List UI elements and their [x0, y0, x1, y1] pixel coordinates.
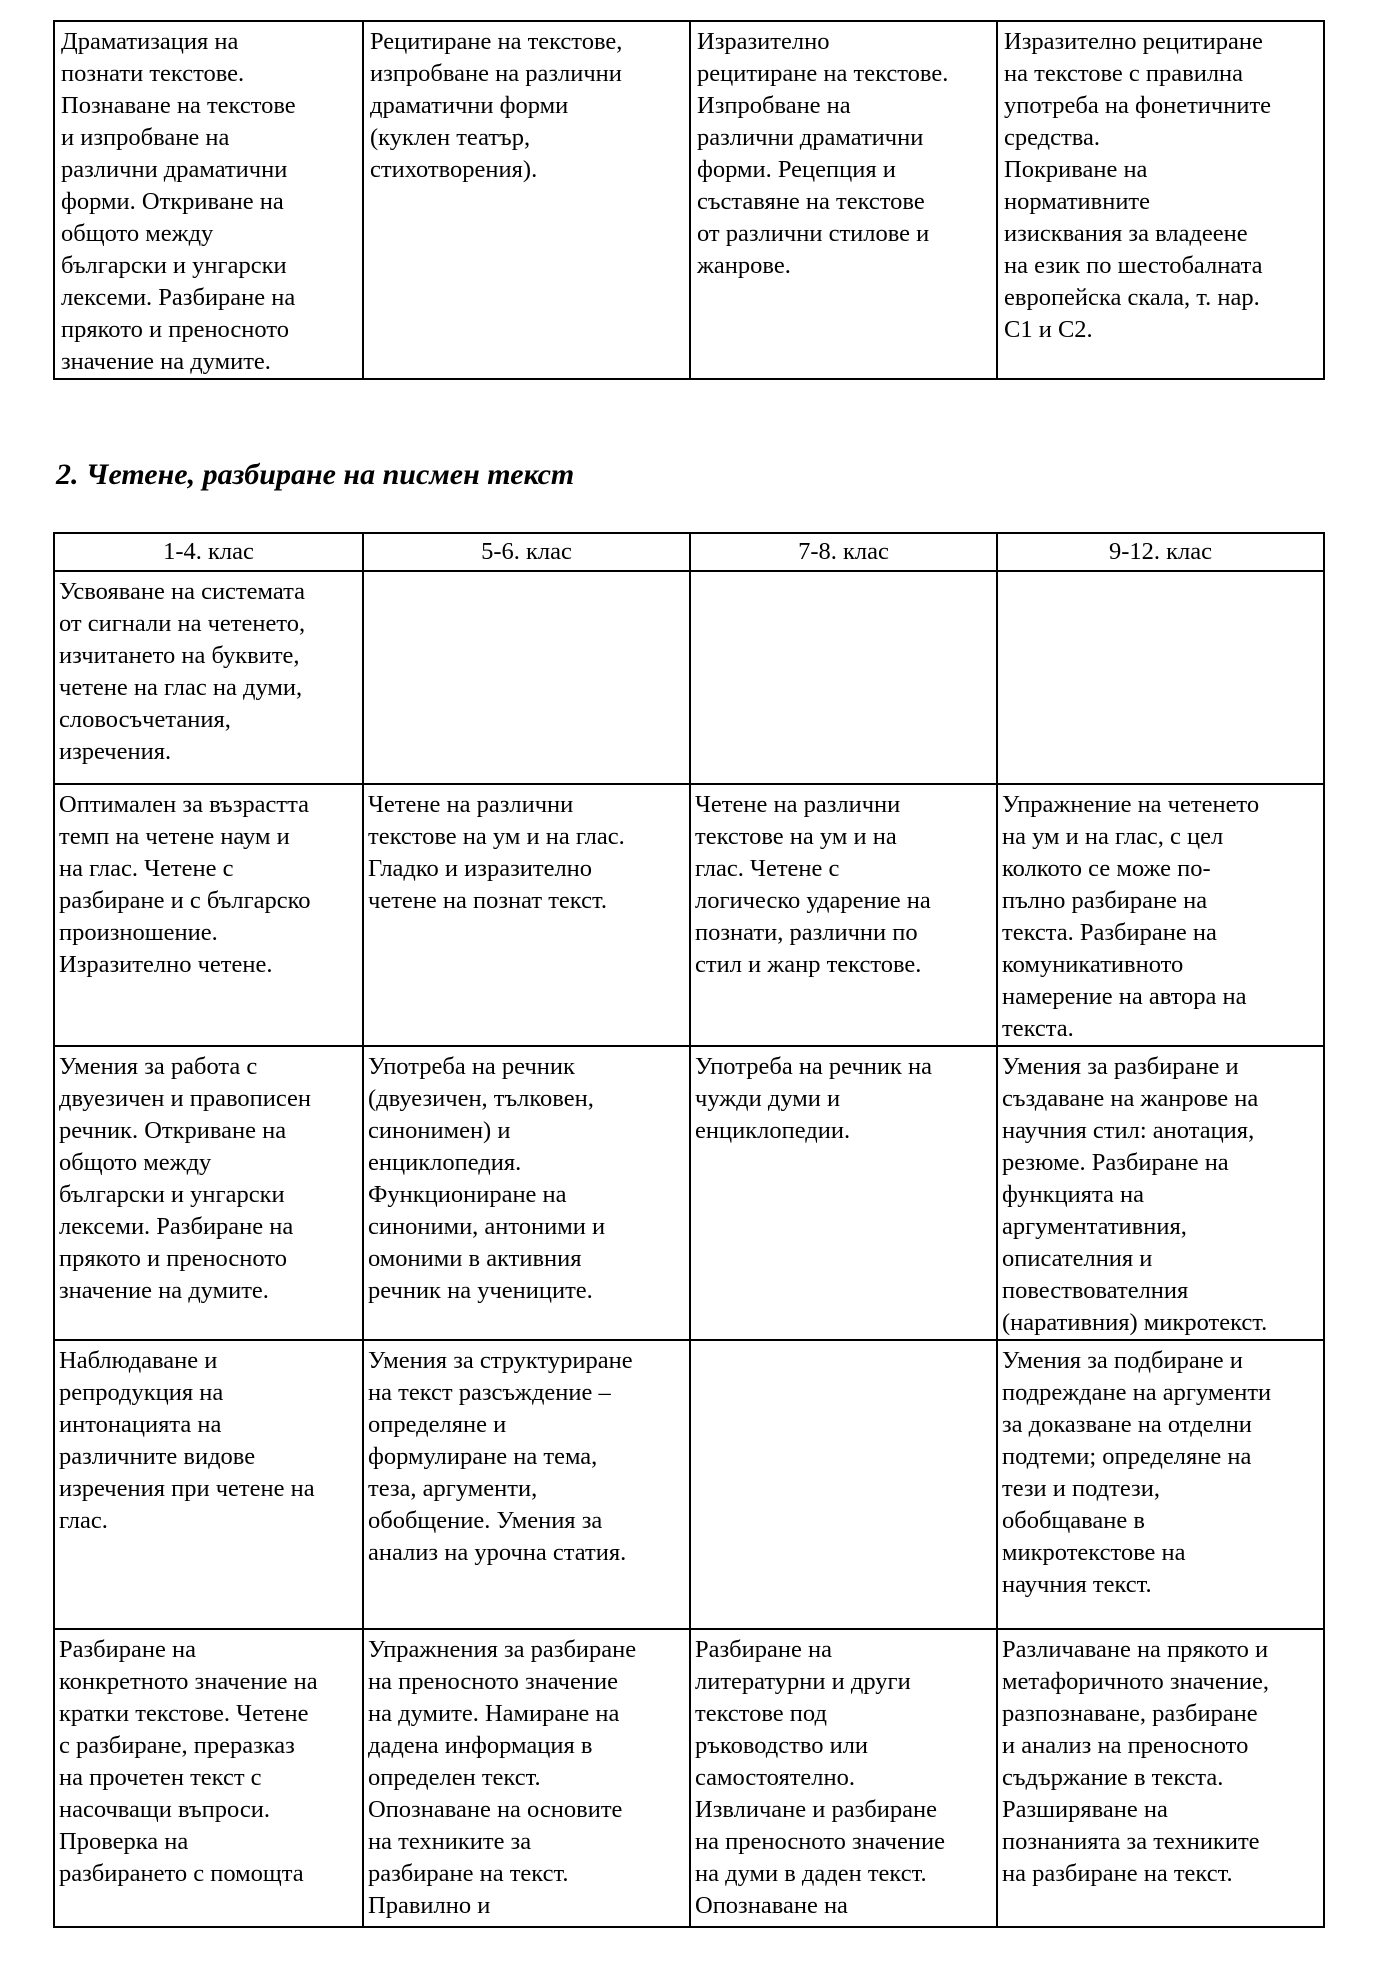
cell-text-line: определен текст. — [368, 1764, 541, 1791]
cell-text-line: изчитането на буквите, — [59, 642, 300, 669]
table-cell — [54, 784, 363, 1046]
cell-text-line: литературни и други — [695, 1668, 911, 1695]
cell-text-line: C1 и C2. — [1004, 316, 1093, 343]
cell-text-line: различните видове — [59, 1443, 256, 1470]
cell-text-line: пълно разбиране на — [1002, 887, 1208, 914]
table-row — [54, 1629, 1324, 1927]
cell-text-line: Различаване на прякото и — [1002, 1636, 1269, 1663]
cell-text-line: речник на учениците. — [368, 1277, 593, 1304]
cell-text-line: чужди думи и — [695, 1085, 841, 1112]
table-cell — [54, 1046, 363, 1340]
cell-text-line: Правилно и — [368, 1892, 491, 1919]
cell-text-line: функцията на — [1002, 1181, 1145, 1208]
cell-text-line: средства. — [1004, 124, 1100, 151]
cell-text-line: на техниките за — [368, 1828, 532, 1855]
cell-text-line: от различни стилове и — [697, 220, 930, 247]
cell-text-line: Употреба на речник — [368, 1053, 575, 1080]
cell-text-line: Опознаване на — [695, 1892, 848, 1919]
cell-text-line: кратки текстове. Четене — [59, 1700, 309, 1727]
table-cell — [690, 1629, 997, 1927]
header-row — [54, 533, 1324, 571]
cell-text-line: тези и подтези, — [1002, 1475, 1160, 1502]
table-row — [54, 1046, 1324, 1340]
table-cell — [690, 21, 997, 379]
cell-text-line: Четене на различни — [695, 791, 901, 818]
cell-text-line: общото между — [59, 1149, 212, 1176]
cell-text-line: метафоричното значение, — [1002, 1668, 1269, 1695]
column-header-grade-7-8: 7-8. клас — [690, 533, 997, 571]
cell-text-line: разбиране на текст. — [368, 1860, 569, 1887]
cell-text-line: форми. Рецепция и — [697, 156, 896, 183]
cell-text-line: конкретното значение на — [59, 1668, 318, 1695]
cell-text-line: резюме. Разбиране на — [1002, 1149, 1229, 1176]
cell-text-line: формулиране на тема, — [368, 1443, 598, 1470]
cell-text-line: намерение на автора на — [1002, 983, 1247, 1010]
cell-text-line: Усвояване на системата — [59, 578, 305, 605]
table-cell — [997, 1046, 1324, 1340]
cell-text-line: Умения за разбиране и — [1002, 1053, 1239, 1080]
table-row — [54, 784, 1324, 1046]
table-row — [54, 21, 1324, 379]
cell-text-line: Опознаване на основите — [368, 1796, 623, 1823]
table-cell — [363, 571, 690, 784]
cell-text-line: подреждане на аргументи — [1002, 1379, 1272, 1406]
cell-text-line: и изпробване на — [61, 124, 230, 151]
cell-text-line: текстове под — [695, 1700, 827, 1727]
cell-text-line: Четене на различни — [368, 791, 574, 818]
cell-text-line: съставяне на текстове — [697, 188, 925, 215]
cell-text-line: изпробване на различни — [370, 60, 622, 87]
table-cell — [54, 1629, 363, 1927]
cell-text-line: на глас. Четене с — [59, 855, 234, 882]
cell-text-line: значение на думите. — [59, 1277, 269, 1304]
cell-text-line: омоними в активния — [368, 1245, 582, 1272]
cell-text-line: глас. Четене с — [695, 855, 840, 882]
cell-text-line: съдържание в текста. — [1002, 1764, 1224, 1791]
cell-text-line: словосъчетания, — [59, 706, 231, 733]
cell-text-line: български и унгарски — [61, 252, 287, 279]
cell-text-line: Проверка на — [59, 1828, 189, 1855]
cell-text-line: текстове на ум и на — [695, 823, 897, 850]
cell-text-line: четене на познат текст. — [368, 887, 607, 914]
cell-text-line: за доказване на отделни — [1002, 1411, 1252, 1438]
cell-text-line: познати текстове. — [61, 60, 245, 87]
column-header-grade-9-12: 9-12. клас — [997, 533, 1324, 571]
column-header-grade-5-6: 5-6. клас — [363, 533, 690, 571]
cell-text-line: стил и жанр текстове. — [695, 951, 922, 978]
cell-text-line: изречения при четене на — [59, 1475, 315, 1502]
cell-text-line: подтеми; определяне на — [1002, 1443, 1252, 1470]
table-cell — [997, 1629, 1324, 1927]
table-cell — [54, 571, 363, 784]
cell-text-line: значение на думите. — [61, 348, 271, 375]
cell-text-line: нормативните — [1004, 188, 1151, 215]
table-cell — [997, 784, 1324, 1046]
cell-text-line: Разширяване на — [1002, 1796, 1168, 1823]
cell-text-line: Умения за работа с — [59, 1053, 258, 1080]
cell-text-line: текстове на ум и на глас. — [368, 823, 625, 850]
cell-text-line: микротекстове на — [1002, 1539, 1186, 1566]
cell-text-line: лексеми. Разбиране на — [59, 1213, 294, 1240]
cell-text-line: обобщение. Умения за — [368, 1507, 603, 1534]
cell-text-line: драматични форми — [370, 92, 569, 119]
cell-text-line: български и унгарски — [59, 1181, 285, 1208]
table-cell — [363, 21, 690, 379]
cell-text-line: на прочетен текст с — [59, 1764, 262, 1791]
cell-text-line: глас. — [59, 1507, 108, 1534]
cell-text-line: Умения за подбиране и — [1002, 1347, 1243, 1374]
cell-text-line: двуезичен и правописен — [59, 1085, 312, 1112]
cell-text-line: лексеми. Разбиране на — [61, 284, 296, 311]
cell-text-line: насочващи въпроси. — [59, 1796, 270, 1823]
table-cell — [54, 21, 363, 379]
cell-text-line: енциклопедия. — [368, 1149, 522, 1176]
table-cell — [363, 784, 690, 1046]
cell-text-line: Функциониране на — [368, 1181, 567, 1208]
cell-text-line: ръководство или — [695, 1732, 869, 1759]
cell-text-line: изисквания за владеене — [1004, 220, 1248, 247]
cell-text-line: Оптимален за възрастта — [59, 791, 309, 818]
table-cell — [690, 1046, 997, 1340]
cell-text-line: на текст разсъждение – — [368, 1379, 611, 1406]
cell-text-line: на разбиране на текст. — [1002, 1860, 1233, 1887]
cell-text-line: Изразително — [697, 28, 830, 55]
cell-text-line: създаване на жанрове на — [1002, 1085, 1259, 1112]
cell-text-line: стихотворения). — [370, 156, 538, 183]
cell-text-line: на език по шестобалната — [1004, 252, 1263, 279]
table-cell — [690, 571, 997, 784]
cell-text-line: различни драматични — [697, 124, 924, 151]
cell-text-line: самостоятелно. — [695, 1764, 856, 1791]
cell-text-line: прякото и преносното — [59, 1245, 287, 1272]
cell-text-line: жанрове. — [697, 252, 791, 279]
column-header-grade-1-4: 1-4. клас — [54, 533, 363, 571]
table-cell — [363, 1340, 690, 1629]
table-row — [54, 571, 1324, 784]
cell-text-line: повествователния — [1002, 1277, 1189, 1304]
reading-comprehension-table — [53, 532, 1325, 1928]
cell-text-line: речник. Откриване на — [59, 1117, 287, 1144]
cell-text-line: на преносното значение — [695, 1828, 945, 1855]
cell-text-line: изречения. — [59, 738, 172, 765]
cell-text-line: темп на четене наум и — [59, 823, 290, 850]
cell-text-line: на думи в даден текст. — [695, 1860, 927, 1887]
cell-text-line: Разбиране на — [59, 1636, 196, 1663]
table-cell — [363, 1046, 690, 1340]
cell-text-line: употреба на фонетичните — [1004, 92, 1272, 119]
cell-text-line: описателния и — [1002, 1245, 1153, 1272]
cell-text-line: определяне и — [368, 1411, 507, 1438]
cell-text-line: Наблюдаване и — [59, 1347, 218, 1374]
cell-text-line: синонимен) и — [368, 1117, 511, 1144]
cell-text-line: логическо ударение на — [695, 887, 931, 914]
cell-text-line: синоними, антоними и — [368, 1213, 606, 1240]
cell-text-line: Умения за структуриране — [368, 1347, 633, 1374]
cell-text-line: колкото се може по- — [1002, 855, 1211, 882]
cell-text-line: познанията за техниките — [1002, 1828, 1260, 1855]
table-cell — [690, 1340, 997, 1629]
cell-text-line: научния стил: анотация, — [1002, 1117, 1255, 1144]
cell-text-line: на ум и на глас, с цел — [1002, 823, 1224, 850]
cell-text-line: и анализ на преносното — [1002, 1732, 1249, 1759]
cell-text-line: комуникативното — [1002, 951, 1184, 978]
continued-table — [53, 20, 1325, 380]
cell-text-line: интонацията на — [59, 1411, 222, 1438]
cell-text-line: различни драматични — [61, 156, 288, 183]
table-cell — [363, 1629, 690, 1927]
cell-text-line: с разбиране, преразказ — [59, 1732, 295, 1759]
cell-text-line: разбиране и с българско — [59, 887, 311, 914]
cell-text-line: рецитиране на текстове. — [697, 60, 949, 87]
cell-text-line: разпознаване, разбиране — [1002, 1700, 1258, 1727]
cell-text-line: на текстове с правилна — [1004, 60, 1244, 87]
cell-text-line: Разбиране на — [695, 1636, 832, 1663]
cell-text-line: обобщаване в — [1002, 1507, 1145, 1534]
cell-text-line: Извличане и разбиране — [695, 1796, 937, 1823]
cell-text-line: Покриване на — [1004, 156, 1148, 183]
cell-text-line: аргументативния, — [1002, 1213, 1187, 1240]
cell-text-line: форми. Откриване на — [61, 188, 284, 215]
cell-text-line: общото между — [61, 220, 214, 247]
cell-text-line: (куклен театър, — [370, 124, 531, 151]
cell-text-line: на преносното значение — [368, 1668, 618, 1695]
cell-text-line: Упражнения за разбиране — [368, 1636, 637, 1663]
table-cell — [997, 571, 1324, 784]
cell-text-line: на думите. Намиране на — [368, 1700, 620, 1727]
cell-text-line: научния текст. — [1002, 1571, 1152, 1598]
table-cell — [997, 21, 1324, 379]
cell-text-line: от сигнали на четенето, — [59, 610, 306, 637]
cell-text-line: текста. Разбиране на — [1002, 919, 1217, 946]
section-heading: 2. Четене, разбиране на писмен текст — [56, 458, 575, 491]
cell-text-line: Изразително четене. — [59, 951, 273, 978]
table-cell — [997, 1340, 1324, 1629]
cell-text-line: репродукция на — [59, 1379, 224, 1406]
cell-text-line: дадена информация в — [368, 1732, 593, 1759]
cell-text-line: Упражнение на четенето — [1002, 791, 1260, 818]
cell-text-line: теза, аргументи, — [368, 1475, 538, 1502]
cell-text-line: Рецитиране на текстове, — [370, 28, 623, 55]
cell-text-line: познати, различни по — [695, 919, 918, 946]
table-cell — [54, 1340, 363, 1629]
table-row — [54, 1340, 1324, 1629]
cell-text-line: текста. — [1002, 1015, 1074, 1042]
cell-text-line: Познаване на текстове — [61, 92, 296, 119]
cell-text-line: Драматизация на — [61, 28, 239, 55]
table-cell — [690, 784, 997, 1046]
cell-text-line: Изразително рецитиране — [1004, 28, 1263, 55]
cell-text-line: разбирането с помощта — [59, 1860, 304, 1887]
cell-text-line: Употреба на речник на — [695, 1053, 933, 1080]
cell-text-line: произношение. — [59, 919, 218, 946]
cell-text-line: европейска скала, т. нар. — [1004, 284, 1260, 311]
cell-text-line: (двуезичен, тълковен, — [368, 1085, 594, 1112]
cell-text-line: прякото и преносното — [61, 316, 289, 343]
cell-text-line: Гладко и изразително — [368, 855, 593, 882]
cell-text-line: енциклопедии. — [695, 1117, 851, 1144]
cell-text-line: анализ на урочна статия. — [368, 1539, 627, 1566]
cell-text-line: (наративния) микротекст. — [1002, 1309, 1268, 1336]
cell-text-line: Изпробване на — [697, 92, 851, 119]
cell-text-line: четене на глас на думи, — [59, 674, 303, 701]
